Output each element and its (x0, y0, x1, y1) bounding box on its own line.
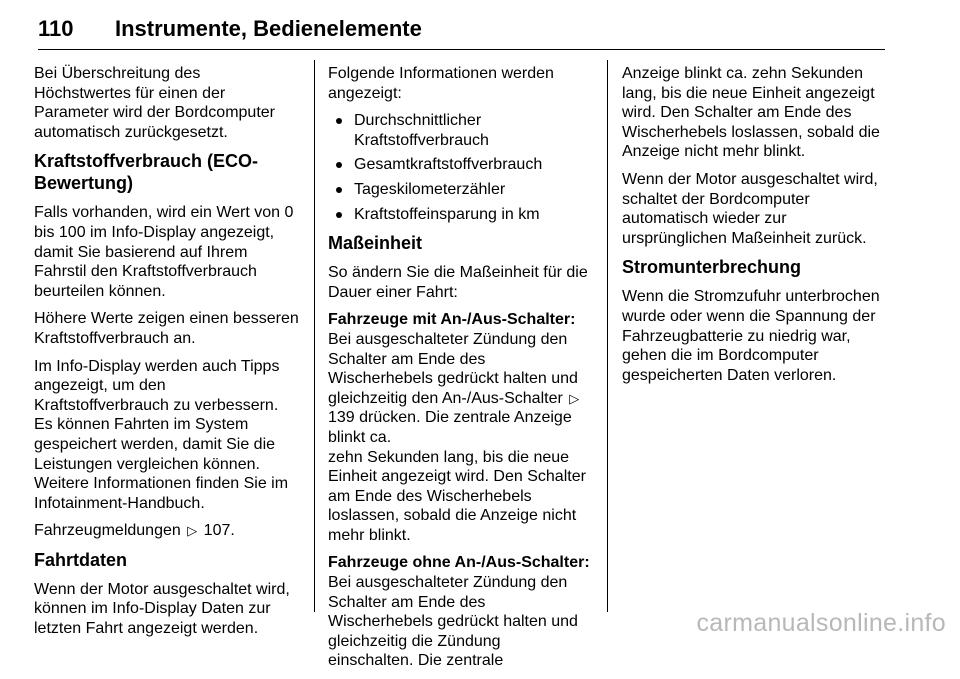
bullet-icon (336, 118, 342, 124)
paragraph: zehn Sekunden lang, bis die neue Einheit angezeigt wird. Den Schalter am Ende des Wischerhebels loslassen, sobald die Anzeige nicht mehr blinkt. (328, 448, 586, 544)
heading-masseinheit: Maßeinheit (328, 233, 423, 254)
bullet-icon (336, 187, 342, 193)
bullet-icon (336, 162, 342, 168)
heading-stromunterbrechung: Stromunterbrechung (622, 257, 802, 278)
paragraph: Falls vorhanden, wird ein Wert von 0 bis 100 im Info-Display angezeigt, damit Sie basierend auf Ihrem Fahrstil den Kraftstoffverbrauch beurteilen können. (34, 204, 294, 300)
page-title: Instrumente, Bedienelemente (115, 16, 422, 41)
column-divider-2 (607, 60, 608, 612)
paragraph: Im Info-Display werden auch Tipps angezeigt, um den Kraftstoffverbrauch zu verbessern. Es können Fahrten im System gespeichert werden, damit Sie die Leistungen vergleichen können. Weitere Informationen finden Sie im Infotainment-Handbuch. (34, 357, 289, 512)
arrow-ref-icon: ▷ (569, 390, 580, 406)
column-1 (34, 64, 300, 647)
reference-text: Fahrzeugmeldungen (34, 522, 181, 540)
subheading-ohne-schalter: Fahrzeuge ohne An-/Aus-Schalter: (328, 554, 590, 572)
paragraph: Folgende Informationen werden angezeigt: (328, 65, 554, 102)
watermark: carmanualsonline.info (696, 609, 946, 637)
paragraph: Bei ausgeschalteter Zündung den Schalter am Ende des Wischerhebels gedrückt halten und gleichzeitig den An-/Aus-Schalter ▷ 139 drücken. Die zentrale Anzeige blinkt ca. (328, 330, 580, 446)
paragraph: Wenn der Motor ausgeschaltet wird, schaltet der Bordcomputer automatisch wieder zur ursprünglichen Maßeinheit zurück. (622, 170, 878, 247)
page-header (38, 10, 884, 50)
paragraph: Wenn der Motor ausgeschaltet wird, können im Info-Display Daten zur letzten Fahrt angezeigt werden. (34, 580, 290, 638)
column-3 (622, 64, 884, 393)
list-item: Kraftstoffeinsparung in km (328, 205, 590, 225)
bullet-icon (336, 212, 342, 218)
paragraph: Anzeige blinkt ca. zehn Sekunden lang, bis die neue Einheit angezeigt wird. Den Schalter am Ende des Wischerhebels loslassen, sobald die Anzeige nicht mehr blinkt. (622, 65, 880, 161)
page-number: 110 (38, 16, 74, 41)
column-divider-1 (314, 60, 315, 612)
cross-reference (34, 521, 300, 541)
reference-page: 107. (203, 522, 235, 540)
info-list (328, 111, 590, 224)
header-rule (38, 49, 885, 50)
arrow-ref-icon: ▷ (187, 523, 198, 539)
column-2 (328, 64, 590, 679)
paragraph: Höhere Werte zeigen einen besseren Kraftstoffverbrauch an. (34, 310, 299, 347)
paragraph: Bei ausgeschalteter Zündung den Schalter am Ende des Wischerhebels gedrückt halten und gleichzeitig die Zündung einschalten. Die zentrale (328, 574, 578, 670)
heading-fahrtdaten: Fahrtdaten (34, 549, 128, 570)
list-item: Gesamtkraftstoffverbrauch (328, 155, 590, 175)
heading-eco: Kraftstoffverbrauch (ECO-Bewertung) (34, 151, 259, 194)
paragraph: Wenn die Stromzufuhr unterbrochen wurde oder wenn die Spannung der Fahrzeugbatterie zu niedrig war, gehen die im Bordcomputer gespeicherten Daten verloren. (622, 288, 880, 384)
paragraph: So ändern Sie die Maßeinheit für die Dauer einer Fahrt: (328, 264, 588, 301)
paragraph: Bei Überschreitung des Höchstwertes für einen der Parameter wird der Bordcomputer automatisch zurückgesetzt. (34, 65, 275, 141)
list-item: Durchschnittlicher Kraftstoffverbrauch (328, 111, 590, 150)
subheading-mit-schalter: Fahrzeuge mit An-/Aus-Schalter: (328, 311, 576, 329)
list-item: Tageskilometerzähler (328, 180, 590, 200)
